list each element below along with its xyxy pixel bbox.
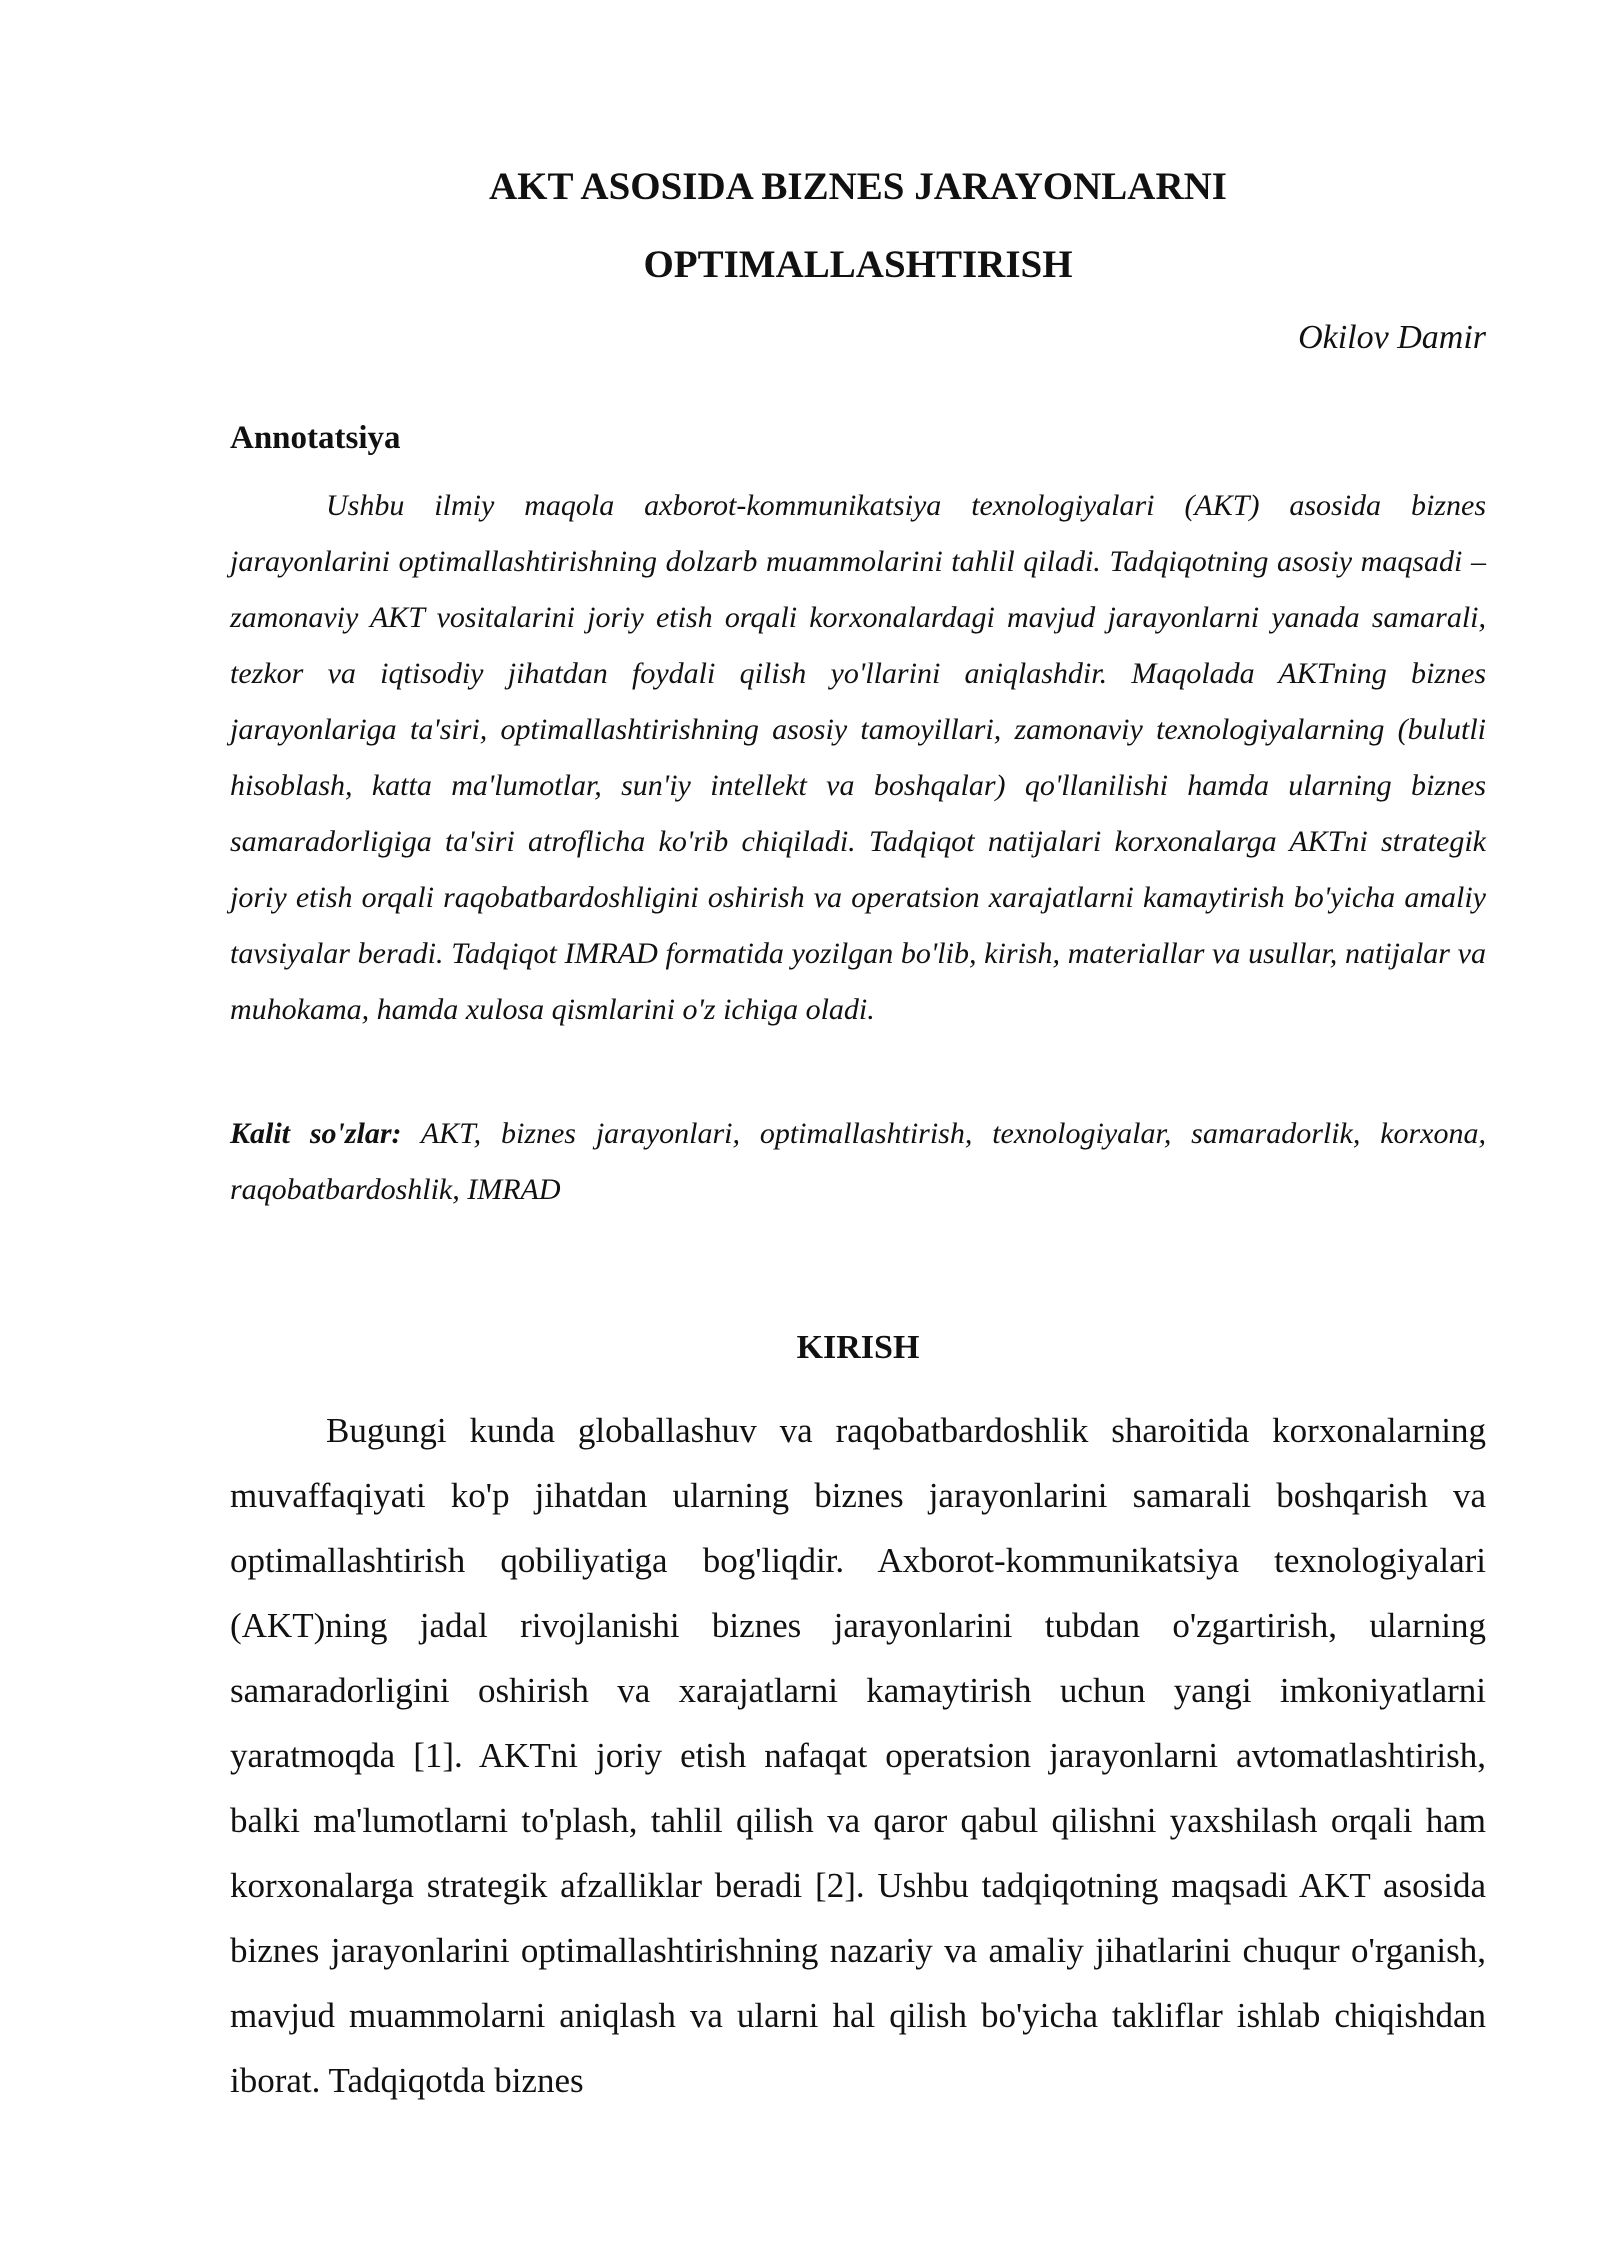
introduction-paragraph: Bugungi kunda globallashuv va raqobatbardoshlik sharoitida korxonalarning muvaffaqiyati ko'p jihatdan ularning biznes jarayonlarini samarali boshqarish va optimallashtirish qobiliyatiga bog'liqdir. Axborot-kommunikatsiya texnologiyalari (AKT)ning jadal rivojlanishi biznes jarayonlarini tubdan o'zgartirish, ularning samaradorligini oshirish va xarajatlarni kamaytirish uchun yangi imkoniyatlarni yaratmoqda [1]. AKTni joriy etish nafaqat operatsion jarayonlarni avtomatlashtirish, balki ma'lumotlarni to'plash, tahlil qilish va qaror qabul qilishni yaxshilash orqali ham korxonalarga strategik afzalliklar beradi [2]. Ushbu tadqiqotning maqsadi AKT asosida biznes jarayonlarini optimallashtirishning nazariy va amaliy jihatlarini chuqur o'rganish, mavjud muammolarni aniqlash va ularni hal qilish bo'yicha takliflar ishlab chiqishdan iborat. Tadqiqotda biznes bbox=[230, 1411, 1486, 2100]
paper-title-line-2: OPTIMALLASHTIRISH bbox=[643, 243, 1073, 286]
paper-page bbox=[230, 0, 1486, 2262]
keywords-text: AKT, biznes jarayonlari, optimallashtirish, texnologiyalar, samaradorlik, korxona, raqobatbardoshlik, IMRAD bbox=[230, 1117, 1486, 1206]
keywords-label: Kalit so'zlar: bbox=[230, 1117, 402, 1150]
paper-title bbox=[230, 148, 1486, 304]
author-name: Okilov Damir bbox=[1298, 319, 1486, 356]
section-heading-introduction: KIRISH bbox=[796, 1329, 920, 1366]
paper-title-line-1: AKT ASOSIDA BIZNES JARAYONLARNI bbox=[489, 165, 1227, 208]
abstract-heading: Annotatsiya bbox=[230, 420, 401, 456]
keywords bbox=[230, 1106, 1486, 1218]
abstract-text: Ushbu ilmiy maqola axborot-kommunikatsiya texnologiyalari (AKT) asosida biznes jarayonlarini optimallashtirishning dolzarb muammolarini tahlil qiladi. Tadqiqotning asosiy maqsadi – zamonaviy AKT vositalarini joriy etish orqali korxonalardagi mavjud jarayonlarni yanada samarali, tezkor va iqtisodiy jihatdan foydali qilish yo'llarini aniqlashdir. Maqolada AKTning biznes jarayonlariga ta'siri, optimallashtirishning asosiy tamoyillari, zamonaviy texnologiyalarning (bulutli hisoblash, katta ma'lumotlar, sun'iy intellekt va boshqalar) qo'llanilishi hamda ularning biznes samaradorligiga ta'siri atroflicha ko'rib chiqiladi. Tadqiqot natijalari korxonalarga AKTni strategik joriy etish orqali raqobatbardoshligini oshirish va operatsion xarajatlarni kamaytirish bo'yicha amaliy tavsiyalar beradi. Tadqiqot IMRAD formatida yozilgan bo'lib, kirish, materiallar va usullar, natijalar va muhokama, hamda xulosa qismlarini o'z ichiga oladi. bbox=[230, 489, 1486, 1026]
